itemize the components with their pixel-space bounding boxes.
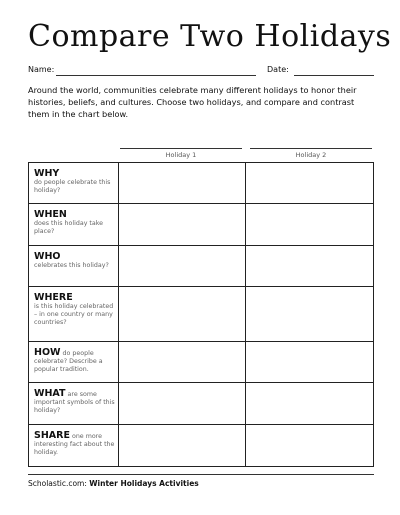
question-prompt: is this holiday celebrated – in one country or many countries? — [34, 303, 114, 326]
question-prompt: do people celebrate this holiday? — [34, 179, 111, 194]
table-row — [29, 287, 373, 342]
question-prompt: are some important symbols of this holiday? — [34, 391, 115, 414]
question-word: WHO — [34, 251, 61, 262]
name-field[interactable] — [56, 75, 256, 76]
answer-cell-holiday-1[interactable] — [119, 246, 246, 286]
answer-cell-holiday-2[interactable] — [246, 425, 373, 466]
question-cell — [29, 246, 119, 286]
question-text — [34, 251, 116, 270]
answer-cell-holiday-2[interactable] — [246, 287, 373, 341]
question-cell — [29, 383, 119, 424]
table-row — [29, 425, 373, 466]
question-prompt: one more interesting fact about the holiday. — [34, 433, 115, 456]
column-header-holiday-1: Holiday 1 — [165, 151, 197, 159]
answer-cell-holiday-2[interactable] — [246, 204, 373, 245]
question-cell — [29, 163, 119, 203]
question-word: WHERE — [34, 292, 73, 303]
footer — [28, 479, 199, 489]
question-text — [34, 388, 116, 415]
name-label: Name: — [28, 65, 55, 74]
question-word: WHY — [34, 168, 60, 179]
answer-cell-holiday-2[interactable] — [246, 246, 373, 286]
holiday-2-line[interactable] — [250, 148, 372, 149]
table-row — [29, 204, 373, 246]
question-text — [34, 209, 116, 236]
comparison-chart — [28, 162, 374, 467]
answer-cell-holiday-1[interactable] — [119, 204, 246, 245]
question-text — [34, 430, 116, 457]
intro-text: Around the world, communities celebrate many different holidays to honor their histories, beliefs, and cultures. Choose two holidays, and compare and contrast them in the chart below. — [28, 85, 357, 119]
column-header-holiday-2: Holiday 2 — [295, 151, 327, 159]
table-row — [29, 163, 373, 204]
table-row — [29, 383, 373, 425]
holiday-1-line[interactable] — [120, 148, 242, 149]
answer-cell-holiday-1[interactable] — [119, 425, 246, 466]
question-cell — [29, 425, 119, 466]
answer-cell-holiday-2[interactable] — [246, 342, 373, 382]
footer-divider — [28, 474, 374, 475]
question-word: SHARE — [34, 430, 70, 441]
page-title: Compare Two Holidays — [28, 19, 392, 54]
question-word: WHEN — [34, 209, 67, 220]
question-word: HOW — [34, 347, 61, 358]
question-prompt: does this holiday take place? — [34, 220, 104, 235]
question-text — [34, 347, 116, 374]
question-text — [34, 292, 116, 327]
answer-cell-holiday-1[interactable] — [119, 287, 246, 341]
answer-cell-holiday-1[interactable] — [119, 383, 246, 424]
question-cell — [29, 342, 119, 382]
table-row — [29, 342, 373, 383]
date-field[interactable] — [294, 75, 374, 76]
question-cell — [29, 204, 119, 245]
date-label: Date: — [267, 65, 289, 74]
question-text — [34, 168, 116, 195]
question-word: WHAT — [34, 388, 66, 399]
question-prompt: celebrates this holiday? — [34, 262, 109, 269]
answer-cell-holiday-2[interactable] — [246, 383, 373, 424]
answer-cell-holiday-1[interactable] — [119, 342, 246, 382]
answer-cell-holiday-1[interactable] — [119, 163, 246, 203]
footer-site: Scholastic.com: — [28, 479, 87, 488]
footer-section: Winter Holidays Activities — [89, 479, 199, 488]
question-prompt: do people celebrate? Describe a popular tradition. — [34, 350, 103, 373]
table-row — [29, 246, 373, 287]
question-cell — [29, 287, 119, 341]
answer-cell-holiday-2[interactable] — [246, 163, 373, 203]
